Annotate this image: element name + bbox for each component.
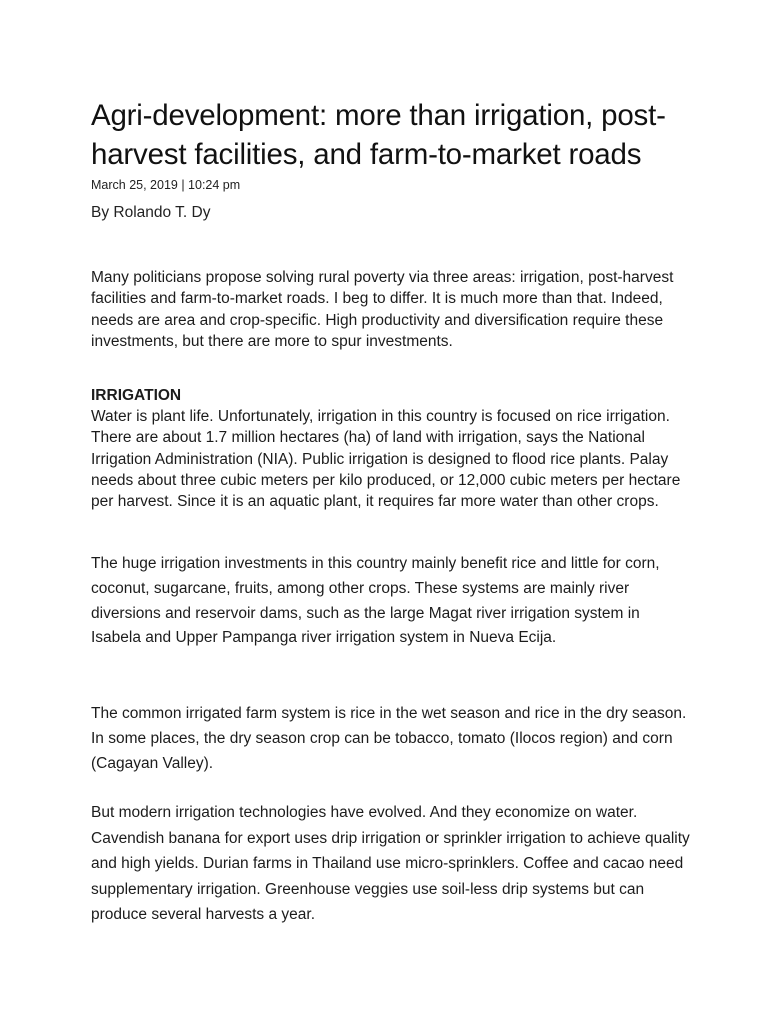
article-dateline: March 25, 2019 | 10:24 pm — [91, 178, 241, 192]
irrigation-paragraph-2: The huge irrigation investments in this country mainly benefit rice and little for corn, coconut, sugarcane, fruits, among other crops. These systems are mainly river diversions and reservoir dams, such as the large Magat river irrigation system in Isabela and Upper Pampanga river irrigation system in Nueva Ecija. — [91, 555, 660, 647]
irrigation-paragraph-1: Water is plant life. Unfortunately, irrigation in this country is focused on rice irrigation. There are about 1.7 million hectares (ha) of land with irrigation, says the National Irrigation Administration (NIA). Public irrigation is designed to flood rice plants. Palay needs about three cubic meters per kilo produced, or 12,000 cubic meters per hectare per harvest. Since it is an aquatic plant, it requires far more water than other crops. — [91, 408, 681, 511]
article-byline: By Rolando T. Dy — [91, 204, 211, 221]
article-title: Agri-development: more than irrigation, post-harvest facilities, and farm-to-market roads — [91, 99, 666, 171]
irrigation-paragraph-3: The common irrigated farm system is rice in the wet season and rice in the dry season. In some places, the dry season crop can be tobacco, tomato (Ilocos region) and corn (Cagayan Valley). — [91, 705, 687, 772]
irrigation-paragraph-4: But modern irrigation technologies have evolved. And they economize on water. Cavendish banana for export uses drip irrigation or sprinkler irrigation to achieve quality and high yields. Durian farms in Thailand use micro-sprinklers. Coffee and cacao need supplementary irrigation. Greenhouse veggies use soil-less drip systems but can produce several harvests a year. — [91, 804, 690, 923]
section-heading-irrigation: IRRIGATION — [91, 387, 182, 404]
intro-paragraph: Many politicians propose solving rural poverty via three areas: irrigation, post-harvest facilities and farm-to-market roads. I beg to differ. It is much more than that. Indeed, needs are area and crop-specific. High productivity and diversification require these investments, but there are more to spur investments. — [91, 269, 674, 350]
